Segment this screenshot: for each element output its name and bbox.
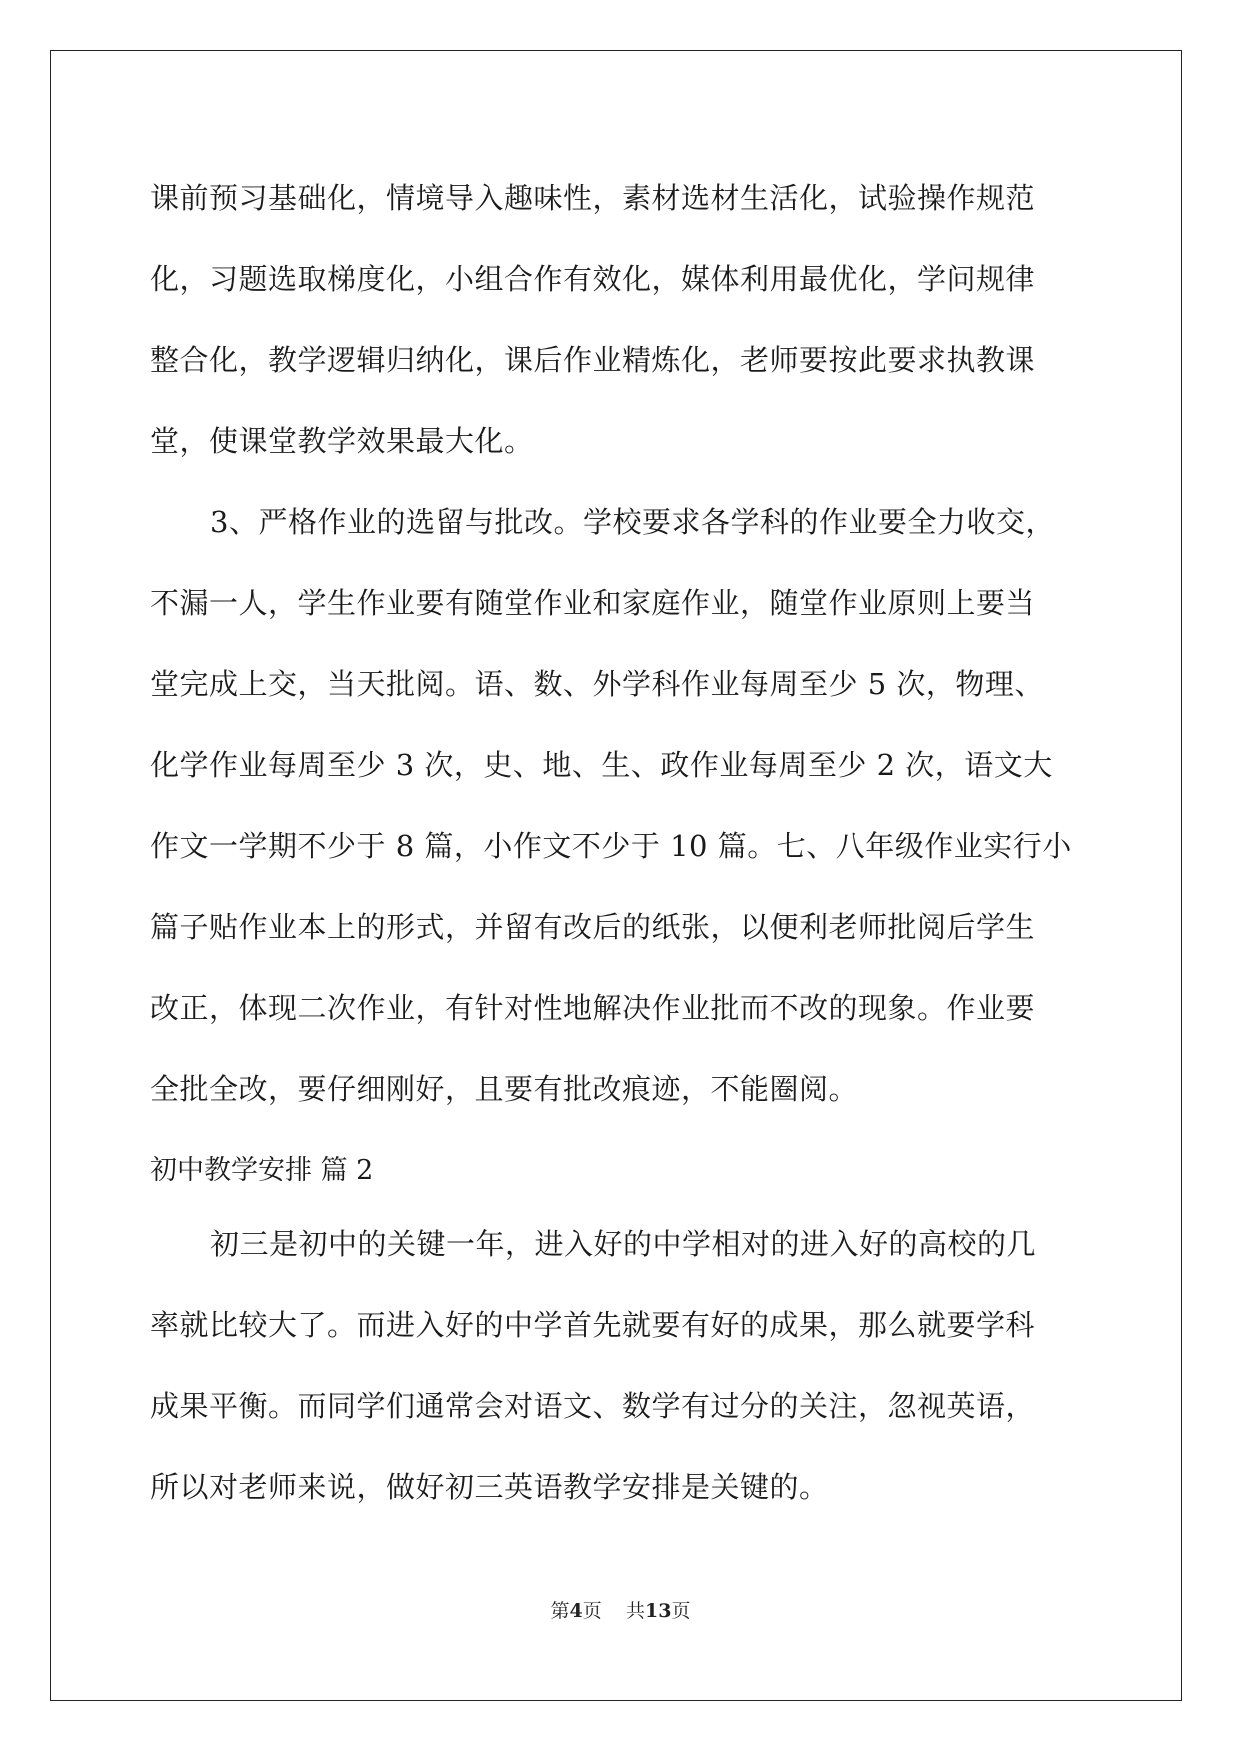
text-line	[150, 1204, 1090, 1285]
paragraph-first-line: 初三是初中的关键一年，进入好的中学相对的进入好的高校的几	[210, 1227, 1037, 1261]
text-line: 堂，使课堂教学效果最大化。	[150, 424, 534, 458]
text-line: 所以对老师来说，做好初三英语教学安排是关键的。	[150, 1470, 829, 1504]
text-line: 改正，体现二次作业，有针对性地解决作业批而不改的现象。作业要	[150, 991, 1036, 1025]
text-line: 化，习题选取梯度化，小组合作有效化，媒体利用最优化，学问规律	[150, 262, 1036, 296]
footer-total-prefix: 共	[625, 1600, 645, 1622]
text-line: 堂完成上交，当天批阅。语、数、外学科作业每周至少 5 次，物理、	[150, 667, 1044, 701]
text-line: 不漏一人，学生作业要有随堂作业和家庭作业，随堂作业原则上要当	[150, 586, 1036, 620]
footer-total-pages: 13	[644, 1600, 672, 1622]
text-line: 化学作业每周至少 3 次，史、地、生、政作业每周至少 2 次，语文大	[150, 748, 1053, 782]
footer-page-prefix: 第	[550, 1600, 570, 1622]
text-line: 成果平衡。而同学们通常会对语文、数学有过分的关注，忽视英语，	[150, 1389, 1036, 1423]
page-footer	[0, 1596, 1241, 1623]
footer-page-number: 4	[569, 1600, 583, 1622]
footer-total-suffix: 页	[671, 1600, 691, 1622]
text-line: 作文一学期不少于 8 篇，小作文不少于 10 篇。七、八年级作业实行小	[150, 829, 1072, 863]
paragraph-first-line: 3、严格作业的选留与批改。学校要求各学科的作业要全力收交，	[210, 505, 1055, 539]
footer-page-suffix: 页	[582, 1600, 602, 1622]
text-line: 篇子贴作业本上的形式，并留有改后的纸张，以便利老师批阅后学生	[150, 910, 1036, 944]
document-body	[150, 158, 1090, 1528]
section-heading: 初中教学安排 篇 2	[150, 1155, 374, 1186]
text-line	[150, 482, 1090, 563]
text-line: 率就比较大了。而进入好的中学首先就要有好的成果，那么就要学科	[150, 1308, 1036, 1342]
text-line: 课前预习基础化，情境导入趣味性，素材选材生活化，试验操作规范	[150, 181, 1036, 215]
text-line: 全批全改，要仔细刚好，且要有批改痕迹，不能圈阅。	[150, 1072, 859, 1106]
text-line: 整合化，教学逻辑归纳化，课后作业精炼化，老师要按此要求执教课	[150, 343, 1036, 377]
